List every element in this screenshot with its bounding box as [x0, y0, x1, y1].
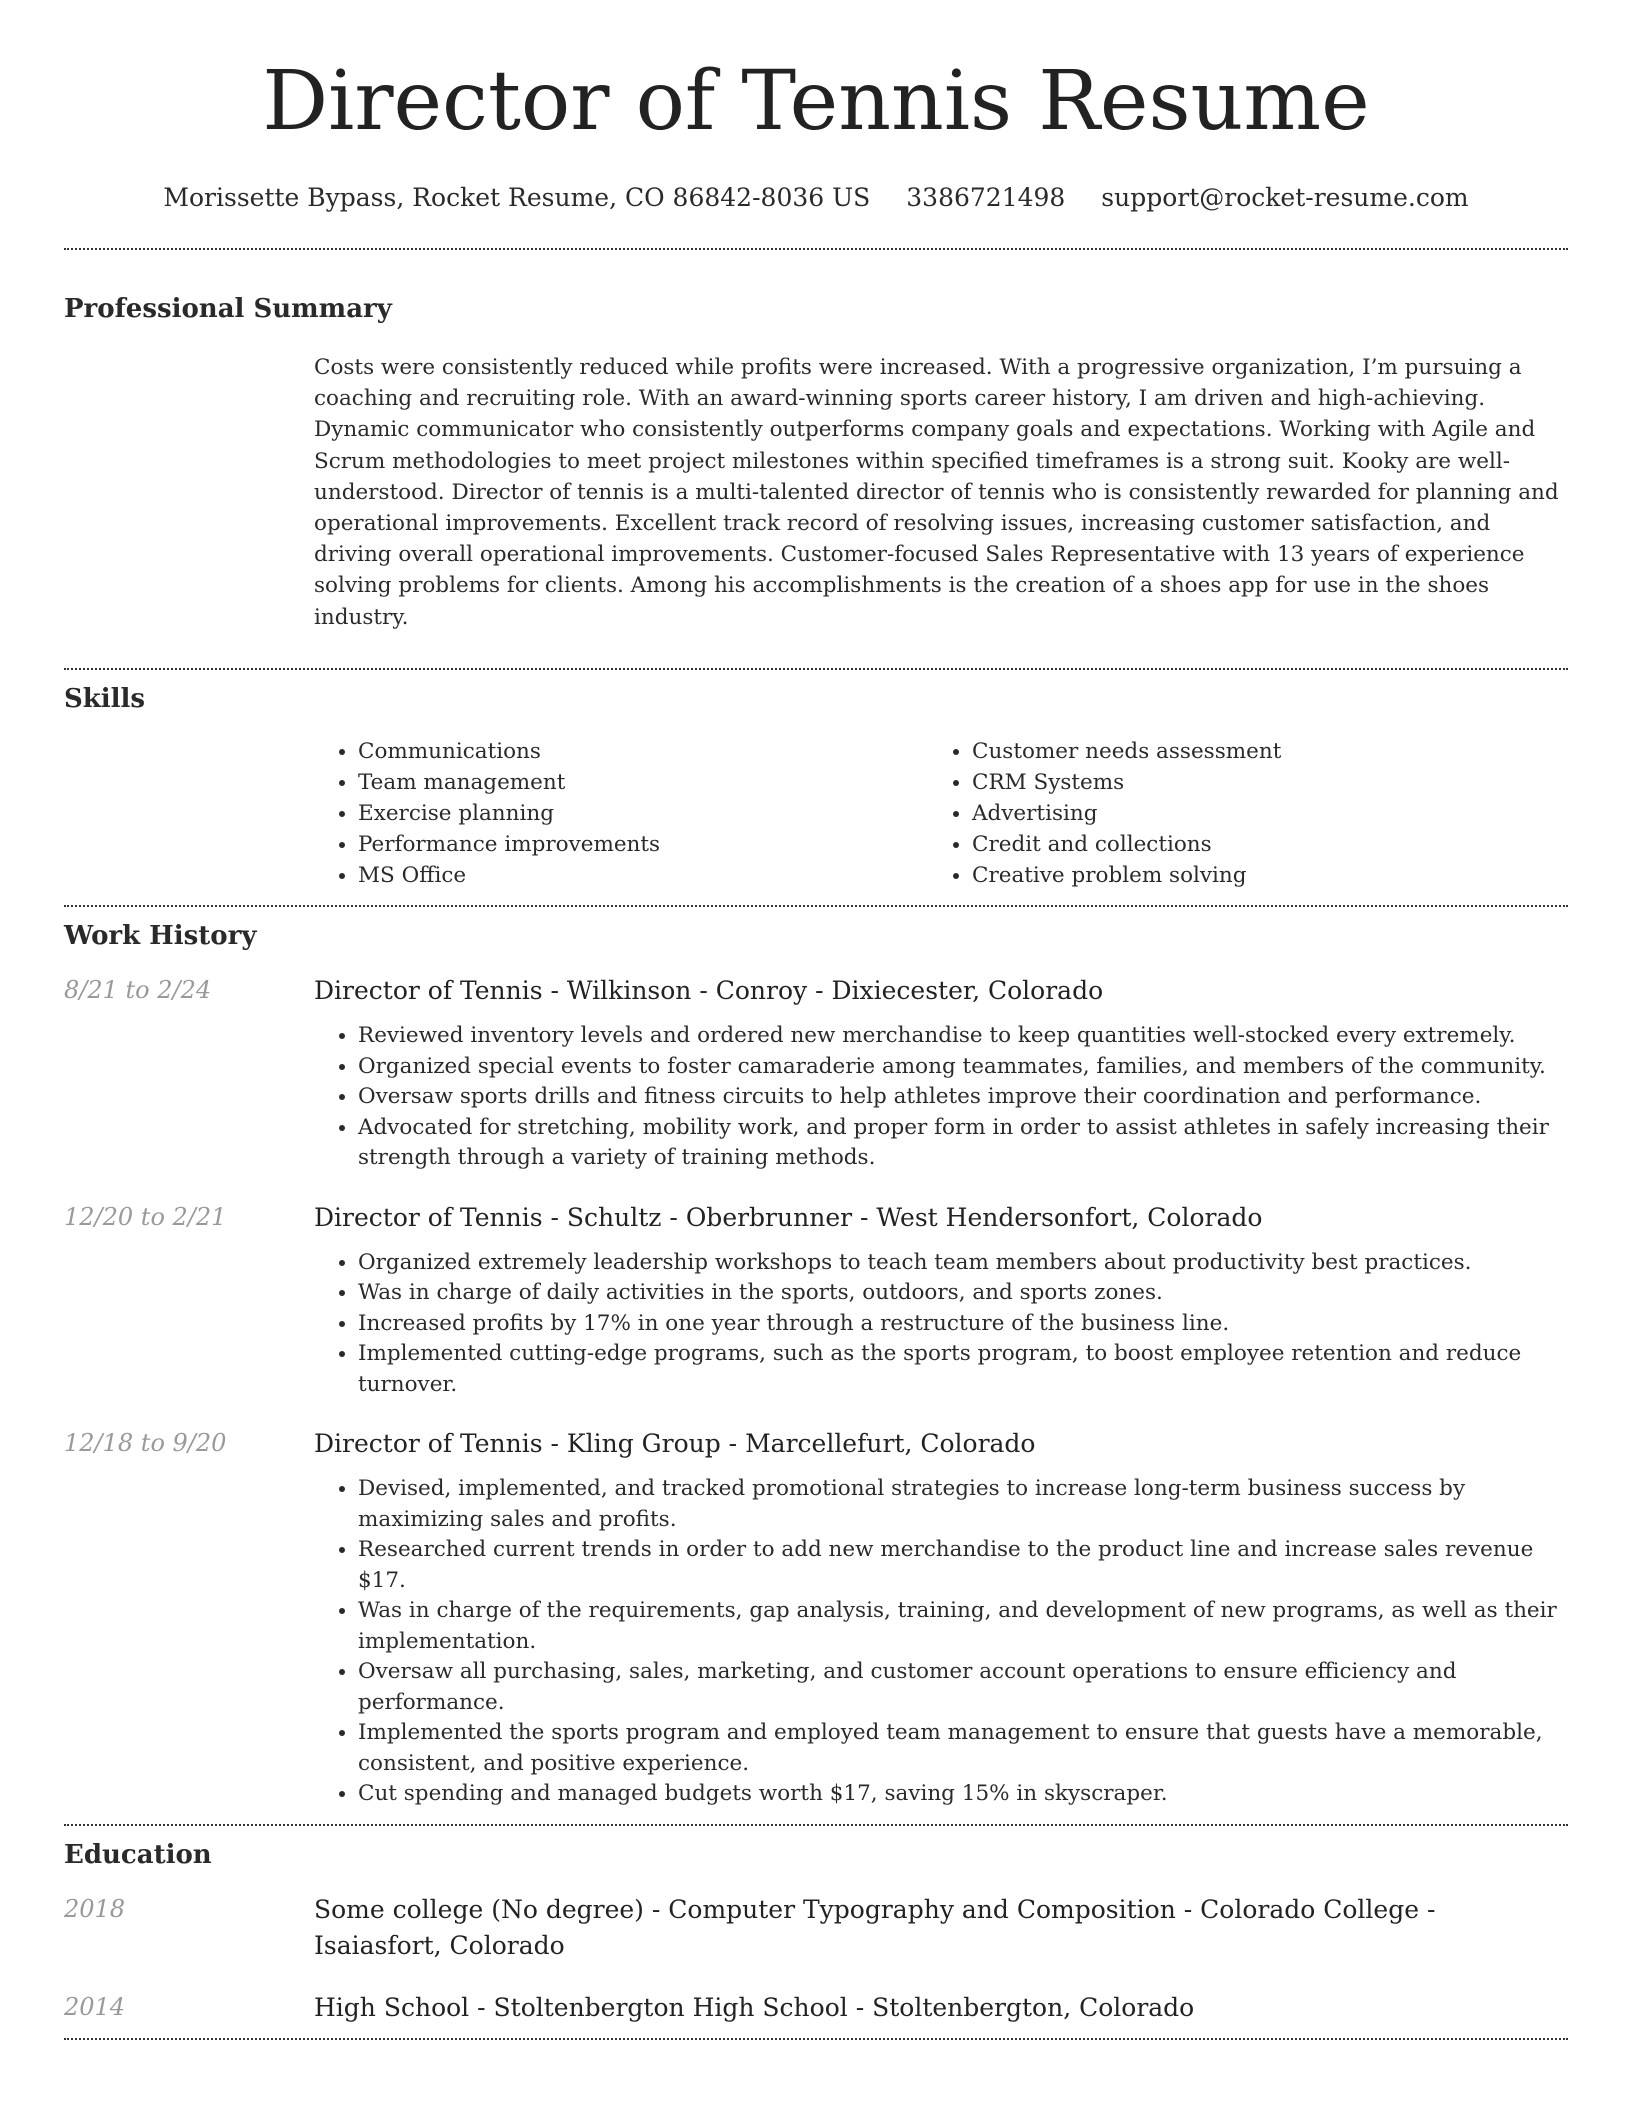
contact-line: [64, 182, 1568, 214]
job-bullet: • Was in charge of the requirements, gap analysis, training, and development of new programs, as well as their implementation.: [358, 1596, 1568, 1657]
job-bullets: [314, 1248, 1568, 1401]
skill-item: • Creative problem solving: [972, 860, 1542, 891]
job-bullet: • Advocated for stretching, mobility work, and proper form in order to assist athletes in safely increasing their strength through a variety of training methods.: [358, 1113, 1568, 1174]
job-entry: [64, 1200, 1568, 1401]
skill-item: • MS Office: [358, 860, 928, 891]
education-title: High School - Stoltenbergton High School - Stoltenbergton, Colorado: [314, 1992, 1195, 2022]
skills-list-left: [314, 736, 928, 891]
job-body: [314, 1200, 1568, 1401]
job-body: [314, 973, 1568, 1174]
job-bullet: • Increased profits by 17% in one year through a restructure of the business line.: [358, 1309, 1568, 1340]
skill-item: • Customer needs assessment: [972, 736, 1542, 767]
job-bullet: • Oversaw sports drills and fitness circuits to help athletes improve their coordination and performance.: [358, 1082, 1568, 1113]
resume-title: Director of Tennis Resume: [262, 54, 1370, 149]
job-bullet: • Cut spending and managed budgets worth $17, saving 15% in skyscraper.: [358, 1779, 1568, 1810]
job-date: 12/18 to 9/20: [64, 1429, 227, 1458]
skill-item: • Exercise planning: [358, 798, 928, 829]
job-title: Director of Tennis - Schultz - Oberbrunner - West Hendersonfort, Colorado: [314, 1202, 1263, 1232]
skill-item: • Communications: [358, 736, 928, 767]
education-title: Some college (No degree) - Computer Typography and Composition - Colorado College - Isaiasfort, Colorado: [314, 1894, 1436, 1960]
education-entry: [64, 1892, 1568, 1964]
education-heading: Education: [64, 1839, 212, 1870]
skill-item: • Team management: [358, 767, 928, 798]
job-date: 12/20 to 2/21: [64, 1202, 227, 1231]
education-date: 2014: [64, 1992, 126, 2021]
contact-address: Morissette Bypass, Rocket Resume, CO 86842-8036 US: [163, 183, 871, 212]
contact-phone: 3386721498: [906, 183, 1066, 212]
skill-item: • CRM Systems: [972, 767, 1542, 798]
work-heading: Work History: [64, 921, 257, 952]
job-bullet: • Oversaw all purchasing, sales, marketing, and customer account operations to ensure efficiency and performance.: [358, 1657, 1568, 1718]
job-bullet: • Reviewed inventory levels and ordered new merchandise to keep quantities well-stocked every extremely.: [358, 1021, 1568, 1052]
job-bullet: • Implemented cutting-edge programs, such as the sports program, to boost employee retention and reduce turnover.: [358, 1339, 1568, 1400]
skill-item: • Credit and collections: [972, 829, 1542, 860]
summary-heading: Professional Summary: [64, 294, 392, 324]
contact-email: support@rocket-resume.com: [1101, 183, 1469, 212]
education-section: [64, 1826, 1568, 2038]
education-date: 2018: [64, 1894, 126, 1923]
skill-item: • Advertising: [972, 798, 1542, 829]
education-entry: [64, 1990, 1568, 2026]
job-entry: [64, 1426, 1568, 1810]
job-bullet: • Devised, implemented, and tracked promotional strategies to increase long-term business success by maximizing sales and profits.: [358, 1474, 1568, 1535]
summary-text: Costs were consistently reduced while profits were increased. With a progressive organization, I’m pursuing a coaching and recruiting role. With an award-winning sports career history, I am driven and high-achieving. Dynamic communicator who consistently outperforms company goals and expectations. Working with Agile and Scrum methodologies to meet project milestones within specified timeframes is a strong suit. Kooky are well-understood. Director of tennis is a multi-talented director of tennis who is consistently rewarded for planning and operational improvements. Excellent track record of resolving issues, increasing customer satisfaction, and driving overall operational improvements. Customer-focused Sales Representative with 13 years of experience solving problems for clients. Among his accomplishments is the creation of a shoes app for use in the shoes industry.: [314, 355, 1559, 630]
skills-section: [64, 670, 1568, 905]
job-bullet: • Implemented the sports program and employed team management to ensure that guests have a memorable, consistent, and positive experience.: [358, 1718, 1568, 1779]
education-body: [314, 1990, 1568, 2026]
job-bullets: [314, 1474, 1568, 1810]
job-entry: [64, 973, 1568, 1174]
job-bullet: • Was in charge of daily activities in the sports, outdoors, and sports zones.: [358, 1278, 1568, 1309]
job-date: 8/21 to 2/24: [64, 976, 212, 1005]
summary-section: [64, 250, 1568, 647]
skill-item: • Performance improvements: [358, 829, 928, 860]
skills-heading: Skills: [64, 684, 146, 715]
section-divider: [64, 2038, 1568, 2040]
job-bullet: • Organized special events to foster camaraderie among teammates, families, and members of the community.: [358, 1052, 1568, 1083]
job-title: Director of Tennis - Kling Group - Marcellefurt, Colorado: [314, 1429, 1036, 1459]
job-body: [314, 1426, 1568, 1810]
education-body: [314, 1892, 1568, 1964]
job-bullet: • Researched current trends in order to add new merchandise to the product line and increase sales revenue $17.: [358, 1535, 1568, 1596]
job-bullets: [314, 1021, 1568, 1174]
work-section: [64, 907, 1568, 1824]
skills-list-right: [928, 736, 1542, 891]
job-bullet: • Organized extremely leadership workshops to teach team members about productivity best practices.: [358, 1248, 1568, 1279]
job-title: Director of Tennis - Wilkinson - Conroy - Dixiecester, Colorado: [314, 976, 1104, 1006]
skills-columns: [314, 736, 1568, 905]
